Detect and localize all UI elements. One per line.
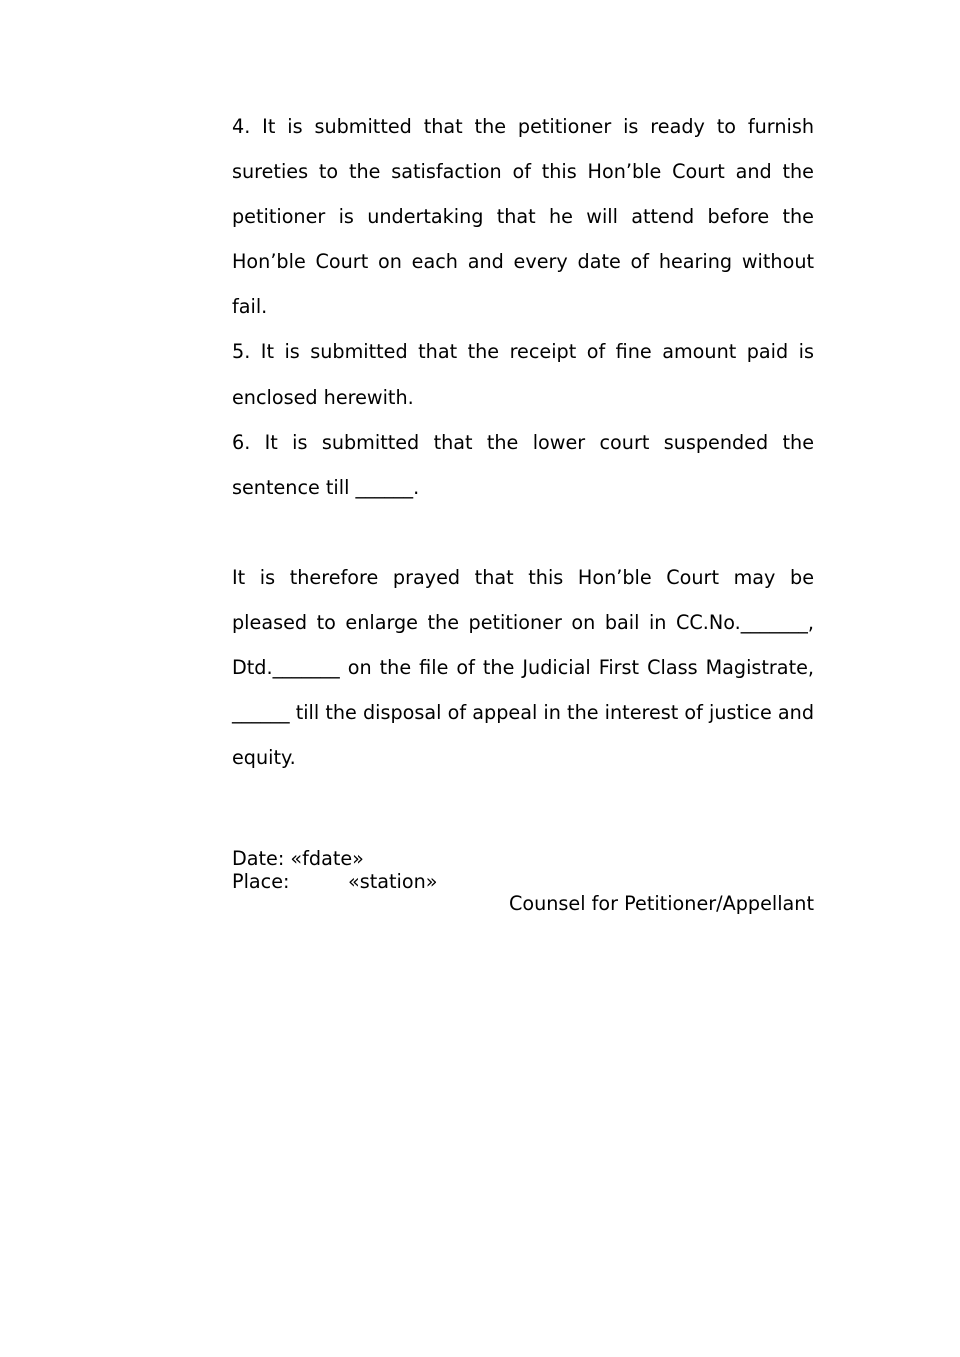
date-line: Date: «fdate» xyxy=(232,847,364,871)
place-line xyxy=(232,870,814,893)
paragraph-5: 5. It is submitted that the receipt of fine amount paid is enclosed herewith. xyxy=(232,340,814,409)
place-label: Place: xyxy=(232,870,290,894)
place-value: «station» xyxy=(348,870,438,894)
document-page xyxy=(232,104,814,915)
prayer-paragraph: It is therefore prayed that this Hon’ble Court may be pleased to enlarge the petitioner on bail in CC.No._______, Dtd._______ on the file of the Judicial First Class Magistrate, ______ till the disposal of appeal in the interest of justice and equity. xyxy=(232,565,814,770)
signature-block xyxy=(232,847,814,915)
counsel-signature: Counsel for Petitioner/Appellant xyxy=(508,892,814,916)
paragraph-6: 6. It is submitted that the lower court suspended the sentence till ______. xyxy=(232,430,814,499)
paragraph-4: 4. It is submitted that the petitioner is ready to furnish sureties to the satisfaction of this Hon’ble Court and the petitioner is undertaking that he will attend before the Hon’ble Court on each and every date of hearing without fail. xyxy=(232,115,814,319)
